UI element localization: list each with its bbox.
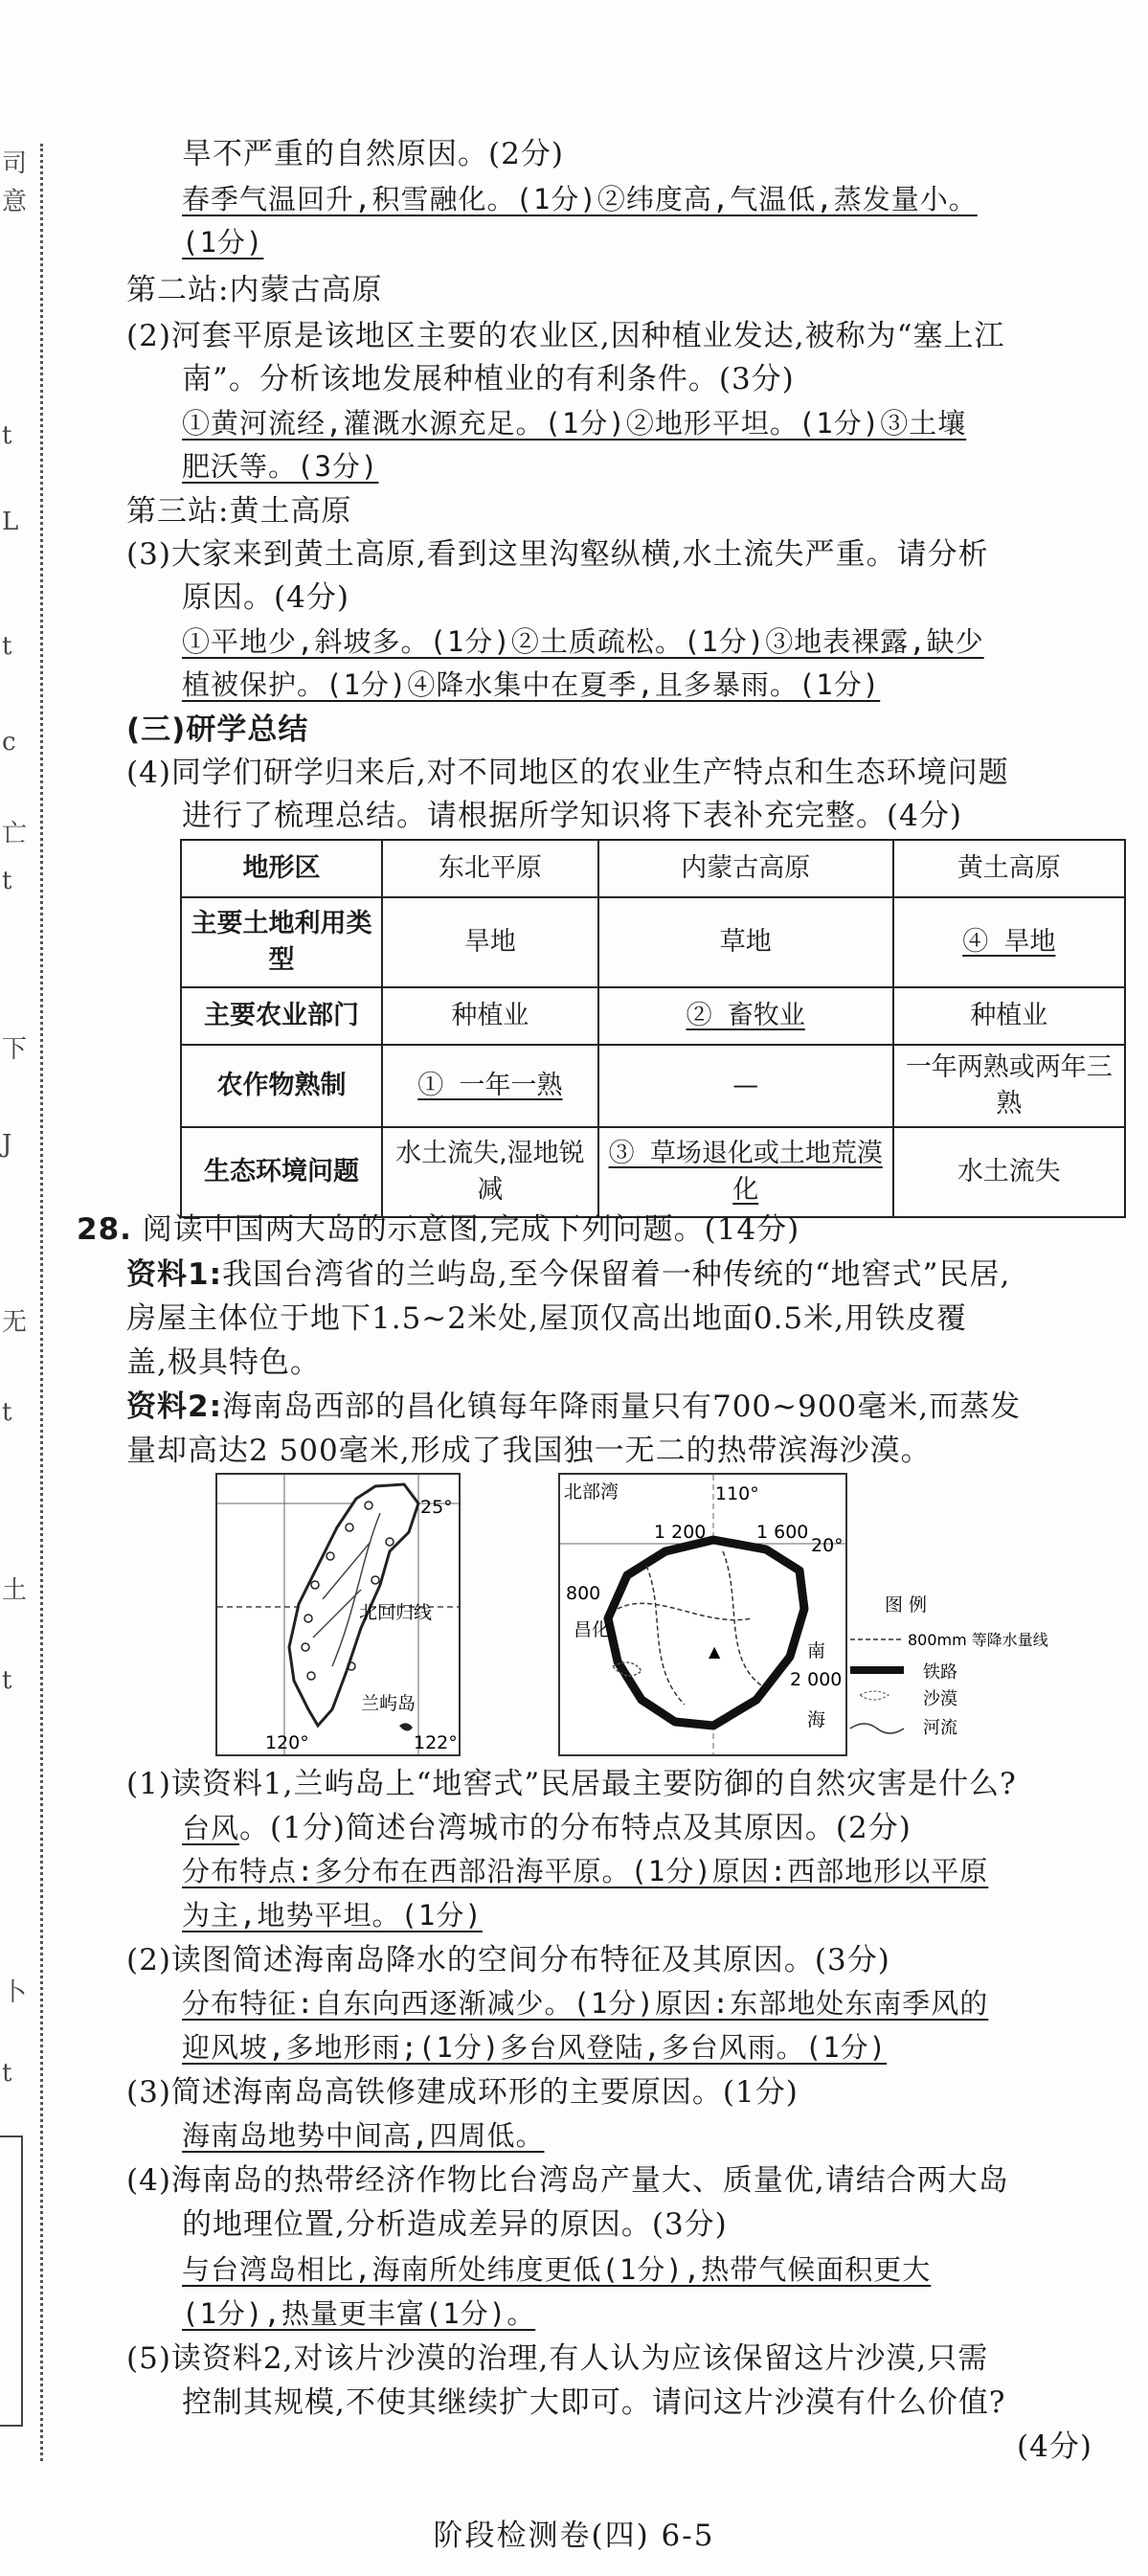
question-text: 。(1分)简述台湾城市的分布特点及其原因。(2分): [239, 1811, 912, 1845]
section-title: 第二站:内蒙古高原: [126, 273, 383, 307]
table-row-label: 农作物熟制: [181, 1045, 382, 1127]
answer-text: 与台湾岛相比,海南所处纬度更低(1分),热带气候面积更大: [182, 2253, 932, 2286]
summary-table: [180, 839, 1126, 1218]
lanyu-label: 兰屿岛: [361, 1693, 416, 1714]
table-row-label: 主要土地利用类型: [181, 897, 382, 987]
table-header-cell: 黄土高原: [893, 840, 1125, 897]
river-symbol: [850, 1724, 904, 1733]
answer-text: 为主,地势平坦。(1分): [182, 1899, 483, 1932]
question-text-with-answer: [182, 1808, 912, 1848]
table-row-label: 主要农业部门: [181, 987, 382, 1045]
section-title: 第三站:黄土高原: [126, 494, 352, 529]
question-text: 原因。(4分): [182, 580, 349, 615]
material-text: 量却高达2 500毫米,形成了我国独一无二的热带滨海沙漠。: [126, 1434, 932, 1468]
lon-label: 110°: [715, 1483, 759, 1504]
taiwan-map: [215, 1473, 461, 1756]
margin-mark: t: [2, 421, 12, 450]
margin-mark: t: [2, 867, 12, 895]
margin-mark: t: [2, 632, 12, 661]
desert-symbol: [860, 1691, 889, 1700]
answer-text: 春季气温回升,积雪融化。(1分)②纬度高,气温低,蒸发量小。: [182, 183, 978, 215]
section-title: (三)研学总结: [126, 712, 309, 747]
margin-box: [0, 2135, 23, 2427]
margin-mark: t: [2, 1666, 12, 1695]
answer-text: ①平地少,斜坡多。(1分)②土质疏松。(1分)③地表裸露,缺少: [182, 625, 984, 658]
margin-mark: L: [2, 508, 19, 536]
answer-text: (1分): [182, 226, 264, 259]
table-cell: 种植业: [382, 987, 598, 1045]
legend-title: 图 例: [885, 1594, 928, 1616]
question-text: (5)读资料2,对该片沙漠的治理,有人认为应该保留这片沙漠,只需: [126, 2341, 989, 2376]
question-text: (2)读图简述海南岛降水的空间分布特征及其原因。(3分): [126, 1943, 890, 1977]
bay-label: 北部湾: [564, 1481, 619, 1503]
margin-mark: J: [2, 1130, 12, 1159]
margin-mark: t: [2, 1398, 12, 1427]
question-text: 控制其规模,不使其继续扩大即可。请问这片沙漠有什么价值?: [182, 2385, 1006, 2420]
table-row: [181, 897, 1125, 987]
material-2-line: [126, 1387, 1021, 1427]
isohyet-label: 1 200: [654, 1522, 707, 1543]
question-text: (3)大家来到黄土高原,看到这里沟壑纵横,水土流失严重。请分析: [126, 537, 989, 572]
margin-mark: c: [2, 728, 16, 757]
lat-label: 20°: [811, 1535, 844, 1556]
binding-margin-line: [40, 144, 43, 2461]
margin-mark: 无: [2, 1308, 28, 1337]
question-28-title: [77, 1209, 799, 1250]
tropic-label: 北回归线: [359, 1602, 433, 1623]
margin-mark: 下: [2, 1035, 28, 1064]
hainan-map: [558, 1473, 847, 1756]
answer-text: 分布特征:自东向西逐渐减少。(1分)原因:东部地处东南季风的: [182, 1987, 989, 2020]
isohyet-label: 1 600: [756, 1522, 809, 1543]
sea-label: 南: [807, 1640, 826, 1661]
page-footer: 阶段检测卷(四) 6-5: [433, 2519, 715, 2553]
answer-text: (1分),热量更丰富(1分)。: [182, 2297, 536, 2330]
isohyet-label: 2 000: [790, 1669, 843, 1690]
margin-mark: 意: [2, 188, 28, 216]
material-1-line: [126, 1254, 1010, 1295]
answer-text: 迎风坡,多地形雨;(1分)多台风登陆,多台风雨。(1分): [182, 2031, 888, 2064]
table-header-cell: 东北平原: [382, 840, 598, 897]
question-text: (4)海南岛的热带经济作物比台湾岛产量大、质量优,请结合两大岛: [126, 2163, 1009, 2198]
answer-text: ①黄河流经,灌溉水源充足。(1分)②地形平坦。(1分)③土壤: [182, 407, 967, 440]
question-text: 南”。分析该地发展种植业的有利条件。(3分): [182, 362, 795, 396]
margin-mark: 卜: [2, 1978, 28, 2007]
table-cell: 水土流失,湿地锐减: [382, 1127, 598, 1217]
table-answer-cell: ④ 旱地: [893, 897, 1125, 987]
margin-mark: 司: [2, 149, 28, 178]
table-row-label: 生态环境问题: [181, 1127, 382, 1217]
material-text: 盖,极具特色。: [126, 1345, 321, 1380]
question-title: 阅读中国两大岛的示意图,完成下列问题。(14分): [142, 1212, 800, 1247]
hainan-island-shape: [608, 1540, 804, 1726]
table-answer-cell: ③ 草场退化或土地荒漠化: [598, 1127, 893, 1217]
table-header-cell: 内蒙古高原: [598, 840, 893, 897]
answer-text: 分布特点:多分布在西部沿海平原。(1分)原因:西部地形以平原: [182, 1855, 989, 1887]
table-answer-cell: ① 一年一熟: [382, 1045, 598, 1127]
question-text: (4)同学们研学归来后,对不同地区的农业生产特点和生态环境问题: [126, 756, 1009, 790]
question-number: 28.: [77, 1212, 132, 1247]
peak-marker: ▲: [709, 1642, 721, 1661]
table-answer-cell: ② 畜牧业: [598, 987, 893, 1045]
table-row: [181, 1127, 1125, 1217]
map-legend: [846, 1590, 1067, 1752]
question-text: (1)读资料1,兰屿岛上“地窖式”民居最主要防御的自然灾害是什么?: [126, 1767, 1017, 1801]
table-cell: 旱地: [382, 897, 598, 987]
answer-text: 肥沃等。(3分): [182, 450, 379, 483]
material-text: 房屋主体位于地下1.5~2米处,屋顶仅高出地面0.5米,用铁皮覆: [126, 1301, 968, 1336]
sea-label: 海: [807, 1709, 826, 1730]
isohyet-label: 800: [566, 1583, 601, 1604]
question-text: 旱不严重的自然原因。(2分): [182, 137, 564, 171]
question-text: (3)简述海南岛高铁修建成环形的主要原因。(1分): [126, 2075, 799, 2110]
table-header-cell: 地形区: [181, 840, 382, 897]
answer-text: 台风: [182, 1812, 240, 1844]
material-label: 资料2:: [126, 1390, 222, 1424]
table-cell: 草地: [598, 897, 893, 987]
lanyu-island-shape: [399, 1723, 413, 1730]
table-row: [181, 1045, 1125, 1127]
margin-mark: 土: [2, 1576, 28, 1605]
legend-desert: 沙漠: [923, 1689, 957, 1709]
town-label: 昌化: [574, 1619, 611, 1640]
table-cell: 种植业: [893, 987, 1125, 1045]
legend-rail: 铁路: [923, 1662, 957, 1683]
answer-text: 海南岛地势中间高,四周低。: [182, 2119, 545, 2152]
answer-text: 植被保护。(1分)④降水集中在夏季,且多暴雨。(1分): [182, 668, 881, 701]
table-cell: —: [598, 1045, 893, 1127]
question-text: (2)河套平原是该地区主要的农业区,因种植业发达,被称为“塞上江: [126, 319, 1005, 353]
table-header-row: [181, 840, 1125, 897]
material-text: 我国台湾省的兰屿岛,至今保留着一种传统的“地窖式”民居,: [221, 1257, 1011, 1292]
margin-mark: t: [2, 2059, 12, 2088]
table-cell: 水土流失: [893, 1127, 1125, 1217]
legend-isohyet: 800mm 等降水量线: [908, 1631, 1048, 1649]
lon-label: 122°: [414, 1732, 458, 1753]
table-row: [181, 987, 1125, 1045]
margin-mark: 亡: [2, 820, 28, 848]
lat-label: 25°: [420, 1497, 453, 1518]
lon-label: 120°: [265, 1732, 309, 1753]
legend-river: 河流: [923, 1718, 957, 1738]
score-label: (4分): [1017, 2429, 1092, 2464]
material-text: 海南岛西部的昌化镇每年降雨量只有700~900毫米,而蒸发: [221, 1390, 1022, 1424]
question-text: 进行了梳理总结。请根据所学知识将下表补充完整。(4分): [182, 799, 962, 833]
table-cell: 一年两熟或两年三熟: [893, 1045, 1125, 1127]
material-label: 资料1:: [126, 1257, 222, 1292]
question-text: 的地理位置,分析造成差异的原因。(3分): [182, 2207, 728, 2242]
rail-symbol: [850, 1666, 904, 1674]
